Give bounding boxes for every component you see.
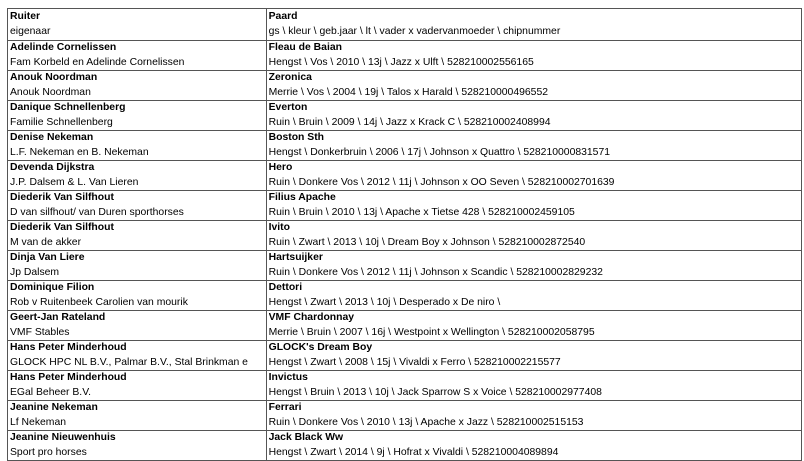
owner-name: Lf Nekeman bbox=[10, 417, 67, 428]
horse-details-header: gs \ kleur \ geb.jaar \ lt \ vader x vadervanmoeder \ chipnummer bbox=[268, 26, 561, 37]
table-row bbox=[8, 251, 802, 281]
rider-name: Adelinde Cornelissen bbox=[10, 42, 117, 53]
horse-name: GLOCK's Dream Boy bbox=[268, 342, 373, 353]
owner-name: J.P. Dalsem & L. Van Lieren bbox=[10, 177, 139, 188]
rider-name: Hans Peter Minderhoud bbox=[10, 342, 127, 353]
rider-cell bbox=[8, 341, 267, 371]
horse-header: Paard bbox=[268, 11, 298, 22]
rider-cell bbox=[8, 221, 267, 251]
horse-details: Hengst \ Bruin \ 2013 \ 10j \ Jack Sparrow S x Voice \ 528210002977408 bbox=[268, 387, 602, 398]
rider-name: Denise Nekeman bbox=[10, 132, 94, 143]
table-row bbox=[8, 431, 802, 461]
horse-cell bbox=[266, 251, 801, 281]
horse-name: Boston Sth bbox=[268, 132, 325, 143]
rider-name: Devenda Dijkstra bbox=[10, 162, 95, 173]
horse-details: Hengst \ Zwart \ 2014 \ 9j \ Hofrat x Vivaldi \ 528210004089894 bbox=[268, 447, 559, 458]
horse-name: Ferrari bbox=[268, 402, 302, 413]
rider-name: Dominique Filion bbox=[10, 282, 95, 293]
horse-details: Ruin \ Donkere Vos \ 2012 \ 11j \ Johnson x Scandic \ 528210002829232 bbox=[268, 267, 603, 278]
owner-name: VMF Stables bbox=[10, 327, 70, 338]
rider-cell bbox=[8, 131, 267, 161]
owner-name: Anouk Noordman bbox=[10, 87, 91, 98]
horse-cell bbox=[266, 161, 801, 191]
horse-cell bbox=[266, 401, 801, 431]
rider-cell bbox=[8, 101, 267, 131]
rider-name: Anouk Noordman bbox=[10, 72, 98, 83]
horse-cell bbox=[266, 191, 801, 221]
rider-cell bbox=[8, 371, 267, 401]
owner-header: eigenaar bbox=[10, 26, 51, 37]
table-row bbox=[8, 401, 802, 431]
rider-cell bbox=[8, 71, 267, 101]
horse-cell bbox=[266, 71, 801, 101]
horse-name: Hartsuijker bbox=[268, 252, 323, 263]
owner-name: EGal Beheer B.V. bbox=[10, 387, 92, 398]
owner-name: M van de akker bbox=[10, 237, 82, 248]
table-row bbox=[8, 41, 802, 71]
horse-cell bbox=[266, 41, 801, 71]
table-row bbox=[8, 101, 802, 131]
rider-header: Ruiter bbox=[10, 11, 41, 22]
owner-name: Jp Dalsem bbox=[10, 267, 60, 278]
horse-name: Everton bbox=[268, 102, 308, 113]
table-row bbox=[8, 371, 802, 401]
horse-cell bbox=[266, 221, 801, 251]
table-row bbox=[8, 71, 802, 101]
rider-cell bbox=[8, 41, 267, 71]
rider-name: Jeanine Nekeman bbox=[10, 402, 98, 413]
rider-name: Hans Peter Minderhoud bbox=[10, 372, 127, 383]
table-row bbox=[8, 311, 802, 341]
header-row bbox=[8, 9, 802, 41]
horse-details: Hengst \ Vos \ 2010 \ 13j \ Jazz x Ulft \ 528210002556165 bbox=[268, 57, 534, 68]
horse-details: Merrie \ Bruin \ 2007 \ 16j \ Westpoint x Wellington \ 528210002058795 bbox=[268, 327, 595, 338]
table-row bbox=[8, 131, 802, 161]
owner-name: L.F. Nekeman en B. Nekeman bbox=[10, 147, 149, 158]
horse-details: Ruin \ Donkere Vos \ 2010 \ 13j \ Apache x Jazz \ 528210002515153 bbox=[268, 417, 584, 428]
owner-name: Sport pro horses bbox=[10, 447, 87, 458]
rider-name: Jeanine Nieuwenhuis bbox=[10, 432, 116, 443]
entries-table bbox=[7, 8, 802, 461]
horse-details: Ruin \ Zwart \ 2013 \ 10j \ Dream Boy x Johnson \ 528210002872540 bbox=[268, 237, 586, 248]
rider-header-cell bbox=[8, 9, 267, 41]
rider-name: Dinja Van Liere bbox=[10, 252, 85, 263]
horse-name: Filius Apache bbox=[268, 192, 336, 203]
rider-name: Diederik Van Silfhout bbox=[10, 222, 114, 233]
horse-name: Hero bbox=[268, 162, 293, 173]
table-row bbox=[8, 191, 802, 221]
table-row bbox=[8, 221, 802, 251]
rider-cell bbox=[8, 251, 267, 281]
horse-cell bbox=[266, 101, 801, 131]
horse-details: Hengst \ Donkerbruin \ 2006 \ 17j \ Johnson x Quattro \ 528210000831571 bbox=[268, 147, 611, 158]
table-row bbox=[8, 341, 802, 371]
rider-cell bbox=[8, 431, 267, 461]
horse-name: Invictus bbox=[268, 372, 308, 383]
horse-details: Hengst \ Zwart \ 2013 \ 10j \ Desperado x De niro \ bbox=[268, 297, 501, 308]
horse-details: Merrie \ Vos \ 2004 \ 19j \ Talos x Harald \ 528210000496552 bbox=[268, 87, 549, 98]
horse-details: Hengst \ Zwart \ 2008 \ 15j \ Vivaldi x Ferro \ 528210002215577 bbox=[268, 357, 561, 368]
rider-cell bbox=[8, 311, 267, 341]
table-row bbox=[8, 161, 802, 191]
horse-cell bbox=[266, 341, 801, 371]
horse-cell bbox=[266, 311, 801, 341]
horse-cell bbox=[266, 131, 801, 161]
horse-details: Ruin \ Bruin \ 2010 \ 13j \ Apache x Tietse 428 \ 528210002459105 bbox=[268, 207, 575, 218]
horse-cell bbox=[266, 281, 801, 311]
horse-cell bbox=[266, 431, 801, 461]
rider-name: Diederik Van Silfhout bbox=[10, 192, 114, 203]
horse-name: Fleau de Baian bbox=[268, 42, 342, 53]
rider-name: Danique Schnellenberg bbox=[10, 102, 126, 113]
horse-name: Dettori bbox=[268, 282, 303, 293]
horse-name: Zeronica bbox=[268, 72, 312, 83]
owner-name: GLOCK HPC NL B.V., Palmar B.V., Stal Brinkman e bbox=[10, 357, 248, 368]
rider-cell bbox=[8, 401, 267, 431]
horse-name: Jack Black Ww bbox=[268, 432, 344, 443]
horse-cell bbox=[266, 371, 801, 401]
owner-name: Fam Korbeld en Adelinde Cornelissen bbox=[10, 57, 185, 68]
horse-details: Ruin \ Bruin \ 2009 \ 14j \ Jazz x Krack C \ 528210002408994 bbox=[268, 117, 551, 128]
horse-header-cell bbox=[266, 9, 801, 41]
rider-cell bbox=[8, 191, 267, 221]
owner-name: D van silfhout/ van Duren sporthorses bbox=[10, 207, 184, 218]
horse-name: VMF Chardonnay bbox=[268, 312, 355, 323]
horse-name: Ivito bbox=[268, 222, 290, 233]
owner-name: Rob v Ruitenbeek Carolien van mourik bbox=[10, 297, 188, 308]
rider-cell bbox=[8, 281, 267, 311]
horse-details: Ruin \ Donkere Vos \ 2012 \ 11j \ Johnson x OO Seven \ 528210002701639 bbox=[268, 177, 615, 188]
rider-name: Geert-Jan Rateland bbox=[10, 312, 106, 323]
owner-name: Familie Schnellenberg bbox=[10, 117, 113, 128]
table-row bbox=[8, 281, 802, 311]
rider-cell bbox=[8, 161, 267, 191]
